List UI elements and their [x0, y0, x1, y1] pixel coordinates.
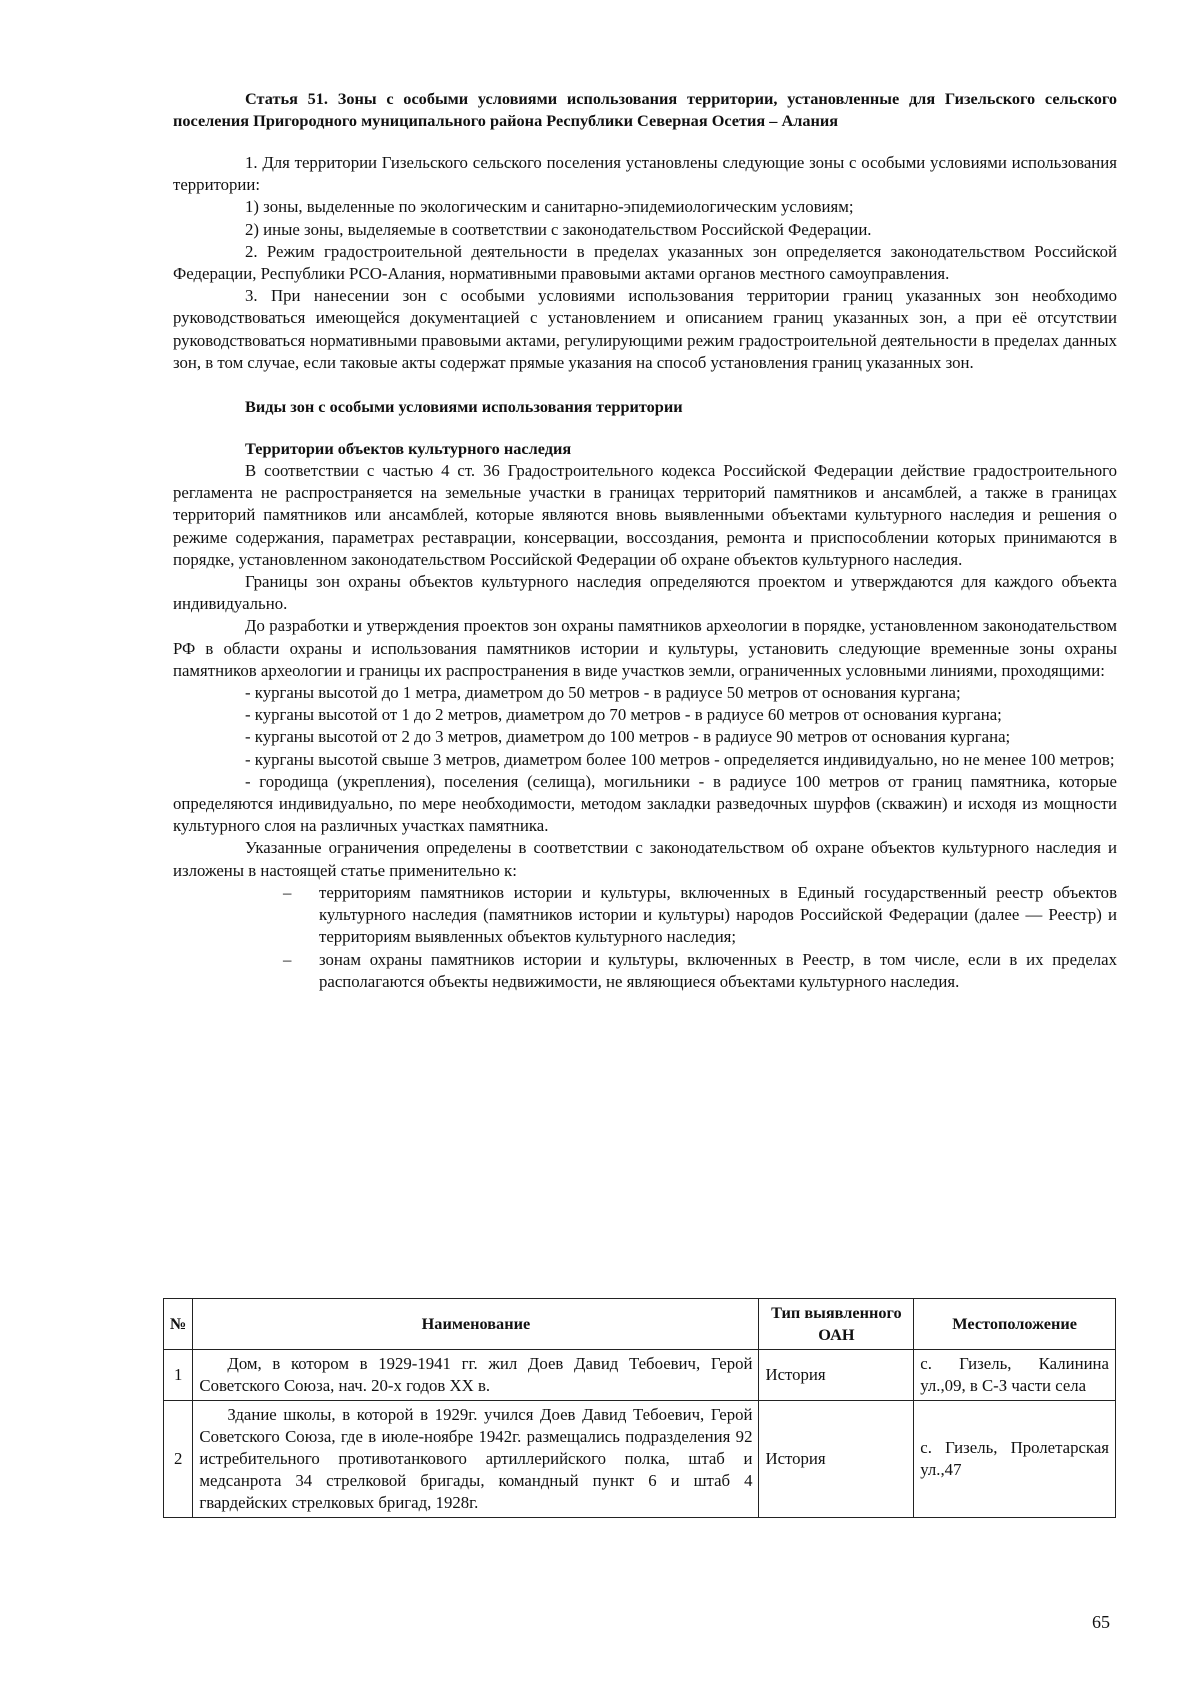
zone-rule-2: - курганы высотой от 1 до 2 метров, диаметром до 70 метров - в радиусе 60 метров от основания кургана;: [245, 705, 1002, 725]
bullet-text-1: территориям памятников истории и культуры, включенных в Единый государственный реестр объектов культурного наследия (памятников истории и культуры) народов Российской Федерации (далее — Реестр) и территориям выявленных объектов культурного наследия;: [319, 882, 1117, 947]
intro-list-item-1: 1) зоны, выделенные по экологическим и санитарно-эпидемиологическим условиям;: [245, 197, 854, 217]
row-number: 1: [164, 1350, 193, 1401]
table-row: [164, 1401, 1116, 1518]
intro-paragraph-3: 3. При нанесении зон с особыми условиями использования территории границ указанных зон необходимо руководствоваться имеющейся документацией с установлением и описанием границ указанных зон, а при её отсутствии руководствоваться нормативными правовыми актами, регулирующими режим градостроительной деятельности в пределах данных зон, в том случае, если таковые акты содержат прямые указания на способ установления границ указанных зон.: [173, 286, 1117, 372]
table-header-row: [164, 1299, 1116, 1350]
heritage-paragraph-3: До разработки и утверждения проектов зон охраны памятников археологии в порядке, установленном законодательством РФ в области охраны и использования памятников истории и культуры, установить следующие временные зоны охраны памятников археологии и границы их распространения в виде участков земли, ограниченных условными линиями, проходящими:: [173, 616, 1117, 680]
header-number: №: [164, 1299, 193, 1350]
intro-section: [173, 152, 1117, 374]
intro-paragraph-2: 2. Режим градостроительной деятельности в пределах указанных зон определяется законодательством Российской Федерации, Республики РСО-Алания, нормативными правовыми актами органов местного самоуправления.: [173, 241, 1117, 284]
row-name: Дом, в котором в 1929-1941 гг. жил Доев Давид Тебоевич, Герой Советского Союза, нач. 20-х годов XX в.: [193, 1350, 759, 1401]
header-name: Наименование: [193, 1299, 759, 1350]
row-type: История: [759, 1350, 914, 1401]
header-type: Тип выявленного ОАН: [759, 1299, 914, 1350]
page-number: 65: [1092, 1612, 1110, 1632]
zone-rule-3: - курганы высотой от 2 до 3 метров, диаметром до 100 метров - в радиусе 90 метров от основания кургана;: [245, 727, 1011, 747]
heritage-section: [173, 460, 1117, 993]
dash-marker: –: [283, 949, 292, 969]
table-row: [164, 1350, 1116, 1401]
zones-heading: Виды зон с особыми условиями использования территории: [245, 397, 683, 417]
heritage-paragraph-2: Границы зон охраны объектов культурного наследия определяются проектом и утверждаются для каждого объекта индивидуально.: [173, 572, 1117, 614]
heritage-objects-table: [163, 1298, 1116, 1518]
row-number: 2: [164, 1401, 193, 1518]
intro-paragraph-1: 1. Для территории Гизельского сельского поселения установлены следующие зоны с особыми условиями использования территории:: [173, 153, 1117, 195]
article-title-block: [173, 88, 1117, 132]
heritage-heading: Территории объектов культурного наследия: [245, 439, 572, 459]
dash-marker: –: [283, 882, 292, 902]
intro-list-item-2: 2) иные зоны, выделяемые в соответствии с законодательством Российской Федерации.: [245, 219, 872, 239]
bullet-item-1: [173, 882, 1117, 949]
bullet-text-2: зонам охраны памятников истории и культуры, включенных в Реестр, в том числе, если в их пределах располагаются объекты недвижимости, не являющиеся объектами культурного наследия.: [319, 949, 1117, 991]
zone-rule-4: - курганы высотой свыше 3 метров, диаметром более 100 метров - определяется индивидуально, но не менее 100 метров;: [245, 749, 1115, 769]
zone-rule-1: - курганы высотой до 1 метра, диаметром до 50 метров - в радиусе 50 метров от основания кургана;: [245, 683, 961, 703]
row-location: с. Гизель, Калинина ул.,09, в С-З части села: [914, 1350, 1116, 1401]
row-location: с. Гизель, Пролетарская ул.,47: [914, 1401, 1116, 1518]
row-type: История: [759, 1401, 914, 1518]
row-name: Здание школы, в которой в 1929г. учился Доев Давид Тебоевич, Герой Советского Союза, где в июле-ноябре 1942г. размещались подразделения 92 истребительного противотанкового артиллерийского полка, штаб и медсанрота 34 стрелковой бригады, командный пункт 6 и штаб 4 гвардейских стрелковых бригад, 1928г.: [193, 1401, 759, 1518]
heritage-paragraph-1: В соответствии с частью 4 ст. 36 Градостроительного кодекса Российской Федерации действие градостроительного регламента не распространяется на земельные участки в границах территорий памятников и ансамблей, а также в границах территорий памятников или ансамблей, которые являются вновь выявленными объектами культурного наследия и решения о режиме содержания, параметрах реставрации, консервации, воссоздания, ремонта и приспособлении которых принимаются в порядке, установленном законодательством Российской Федерации об охране объектов культурного наследия.: [173, 461, 1117, 569]
bullet-item-2: [173, 949, 1117, 993]
header-location: Местоположение: [914, 1299, 1116, 1350]
zone-rule-5: - городища (укрепления), поселения (селища), могильники - в радиусе 100 метров от границ памятника, которые определяются индивидуально, по мере необходимости, методом закладки разведочных шурфов (скважин) и исходя из мощности культурного слоя на различных участках памятника.: [173, 771, 1117, 836]
heritage-paragraph-4: Указанные ограничения определены в соответствии с законодательством об охране объектов культурного наследия и изложены в настоящей статье применительно к:: [173, 838, 1117, 880]
article-title: Статья 51. Зоны с особыми условиями использования территории, установленные для Гизельского сельского поселения Пригородного муниципального района Республики Северная Осетия – Алания: [173, 89, 1117, 130]
document-page: [173, 88, 1117, 993]
